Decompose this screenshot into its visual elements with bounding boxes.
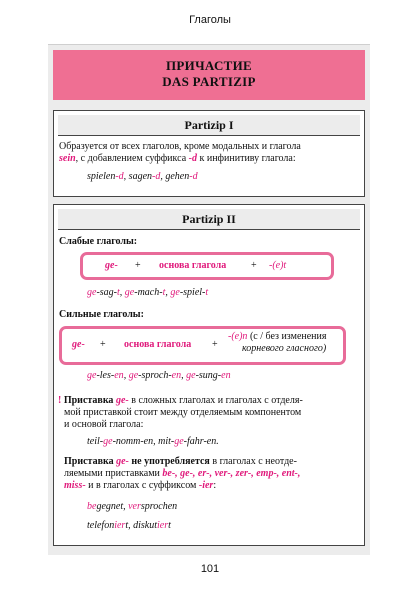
partizip-1-rule-line2 — [59, 153, 359, 165]
example-suffix: en — [171, 370, 182, 381]
example-suffix: en — [114, 370, 124, 381]
example-sep: , — [123, 171, 129, 182]
example-prefix: ge — [87, 370, 97, 381]
weak-suffix: -(e)t — [269, 260, 287, 271]
strong-suffix-line — [228, 331, 340, 343]
exclamation-icon: ! — [58, 395, 62, 406]
partizip-1-heading: Partizip I — [58, 115, 360, 136]
example-stem: gehen — [165, 171, 190, 182]
example-suffix: t — [117, 287, 120, 298]
note-text: : — [213, 480, 217, 491]
example-suffix: t — [162, 287, 166, 298]
example-prefix: ge — [128, 370, 139, 381]
note-prefix-miss: miss- — [64, 480, 86, 491]
note-1-line-1 — [58, 395, 360, 407]
note-2-line-1 — [64, 456, 360, 468]
weak-verbs-heading: Слабые глаголы: — [59, 236, 138, 247]
strong-note-2: корневого гласного) — [242, 343, 327, 354]
note-prefixes: be-, ge-, er-, ver-, zer-, emp-, ent-, — [162, 468, 301, 479]
strong-note-1: (с / без изменения — [247, 331, 327, 342]
note-prefix-ge: ge- — [115, 395, 129, 406]
partizip-2-heading: Partizip II — [58, 209, 360, 230]
example-prefix: ver — [128, 501, 141, 512]
partizip-1-card — [53, 110, 365, 197]
example-prefix: ge — [186, 370, 196, 381]
partizip-2-card — [53, 204, 365, 546]
note-suffix-ier: -ier — [198, 480, 214, 491]
weak-stem: основа глагола — [159, 260, 227, 271]
note-text: Приставка — [61, 395, 116, 406]
weak-formula-box — [80, 252, 334, 280]
running-head: Глаголы — [189, 14, 231, 26]
example-prefix: ge — [174, 436, 184, 447]
example-stem: sagen — [128, 171, 153, 182]
title-band — [53, 50, 365, 100]
rule-text: к инфинитиву глагола: — [196, 153, 296, 164]
note-text: не употребляется — [128, 456, 210, 467]
note-2-example-2: telefoniert, diskutiert — [87, 520, 171, 531]
example-suffix: -d — [152, 171, 161, 182]
weak-examples: ge-sag-t, ge-mach-t, ge-spiel-t — [87, 287, 209, 298]
note-text: в глаголах с неотде- — [209, 456, 297, 467]
example-suffix: t — [205, 287, 209, 298]
title-line-de: DAS PARTIZIP — [162, 74, 256, 89]
strong-verbs-heading: Сильные глаголы: — [59, 309, 144, 320]
strong-prefix: ge- — [72, 339, 85, 350]
strong-examples: ge-les-en, ge-sproch-en, ge-sung-en — [87, 370, 231, 381]
partizip-1-examples — [87, 171, 347, 183]
example-stem: spielen — [87, 171, 116, 182]
weak-plus-1: + — [135, 260, 141, 271]
rule-text: , с добавлением суффикса — [75, 153, 189, 164]
strong-plus-2: + — [212, 339, 218, 350]
example-prefix: ge — [170, 287, 180, 298]
example-suffix: ier — [114, 520, 126, 531]
example-prefix: ge — [87, 287, 97, 298]
note-text: в сложных глаголах и глаголах с отделя- — [128, 395, 303, 406]
page-number: 101 — [200, 563, 220, 575]
example-prefix: be — [87, 501, 97, 512]
strong-plus-1: + — [100, 339, 106, 350]
strong-suffix: -(e)n — [228, 331, 248, 342]
note-text: и в глаголах с суффиксом — [85, 480, 199, 491]
example-suffix: ier — [157, 520, 169, 531]
note-2-example-1: begegnet, versprochen — [87, 501, 178, 512]
note-1-line-3: и основой глагола: — [64, 419, 144, 430]
title-line-ru: ПРИЧАСТИЕ — [166, 58, 252, 73]
example-suffix: en — [221, 370, 231, 381]
strong-stem: основа глагола — [124, 339, 192, 350]
suffix-d: -d — [188, 153, 197, 164]
example-suffix: -d — [189, 171, 198, 182]
note-2-line-2 — [64, 468, 360, 480]
weak-plus-2: + — [251, 260, 257, 271]
example-suffix: -d — [115, 171, 124, 182]
note-text: ляемыми приставками — [64, 468, 163, 479]
note-1-example: teil-ge-nomm-en, mit-ge-fahr-en. — [87, 436, 219, 447]
note-1-line-2: мой приставкой стоит между отделяемым компонентом — [64, 407, 302, 418]
weak-prefix: ge- — [105, 260, 118, 271]
partizip-1-rule-line1: Образуется от всех глаголов, кроме модальных и глагола — [59, 141, 301, 152]
strong-formula-box — [59, 326, 346, 365]
example-prefix: ge — [124, 287, 135, 298]
note-text: Приставка — [64, 456, 117, 467]
word-sein: sein — [59, 153, 76, 164]
example-prefix: ge — [103, 436, 113, 447]
example-sep: , — [160, 171, 166, 182]
note-2-line-3 — [64, 480, 360, 492]
note-prefix-ge: ge- — [116, 456, 129, 467]
